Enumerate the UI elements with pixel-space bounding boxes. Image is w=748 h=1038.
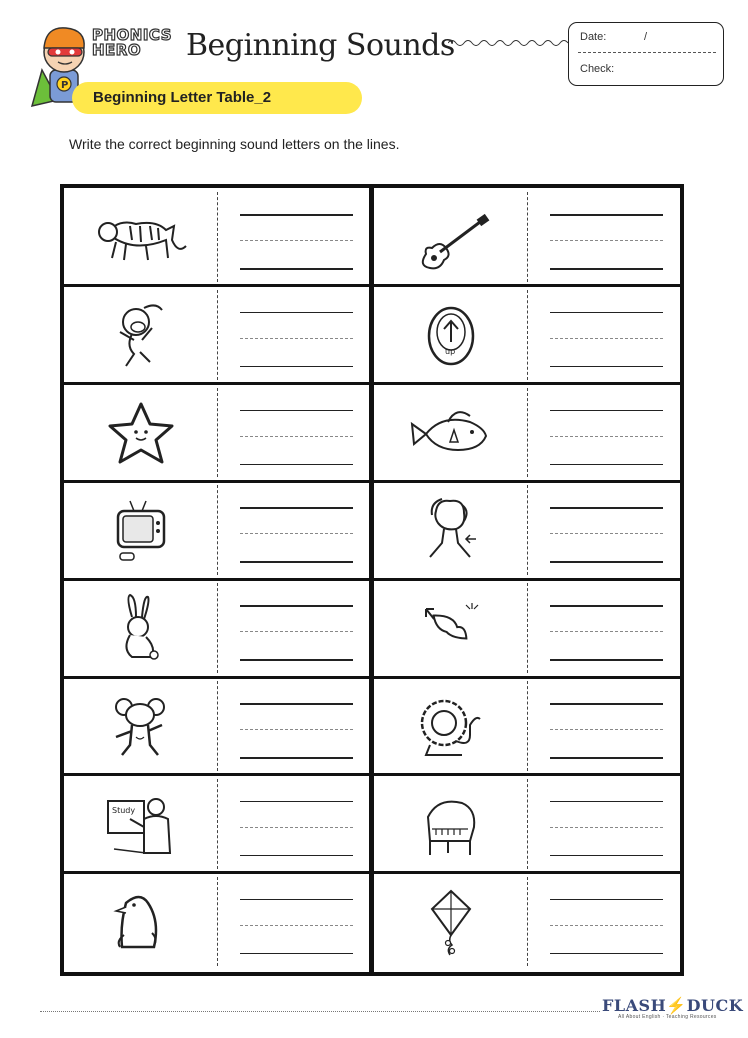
check-label: Check: bbox=[580, 63, 615, 75]
cell-separator bbox=[217, 192, 218, 282]
row-divider bbox=[64, 284, 680, 287]
cell-separator bbox=[527, 583, 528, 673]
writing-line-base[interactable] bbox=[240, 953, 353, 955]
cell-separator bbox=[527, 877, 528, 967]
writing-line-mid[interactable] bbox=[550, 533, 663, 534]
row-divider bbox=[64, 578, 680, 581]
row-divider bbox=[64, 871, 680, 874]
row-divider bbox=[64, 382, 680, 385]
up-button-picture bbox=[396, 294, 506, 376]
writing-line-base[interactable] bbox=[550, 464, 663, 466]
writing-line-top[interactable] bbox=[550, 214, 663, 216]
logo-right: DUCK bbox=[686, 996, 744, 1015]
writing-line-base[interactable] bbox=[550, 757, 663, 759]
writing-line-top[interactable] bbox=[550, 801, 663, 803]
cell-separator bbox=[217, 290, 218, 380]
writing-line-mid[interactable] bbox=[240, 338, 353, 339]
penguin-picture bbox=[86, 881, 196, 963]
title-wave-decoration bbox=[448, 36, 570, 50]
logo-left: FLASH bbox=[602, 996, 667, 1015]
writing-line-base[interactable] bbox=[550, 953, 663, 955]
instruction-text: Write the correct beginning sound letters on the lines. bbox=[69, 136, 400, 152]
row-divider bbox=[64, 773, 680, 776]
lion-picture bbox=[396, 685, 506, 767]
writing-line-mid[interactable] bbox=[240, 729, 353, 730]
writing-line-base[interactable] bbox=[240, 757, 353, 759]
svg-text:P: P bbox=[61, 80, 69, 91]
cell-separator bbox=[217, 779, 218, 869]
phonics-hero-logo bbox=[92, 28, 172, 58]
cell-separator bbox=[527, 485, 528, 575]
writing-line-base[interactable] bbox=[240, 561, 353, 563]
cell-separator bbox=[217, 388, 218, 478]
writing-line-top[interactable] bbox=[240, 605, 353, 607]
writing-line-mid[interactable] bbox=[550, 925, 663, 926]
cell-separator bbox=[217, 877, 218, 967]
writing-line-mid[interactable] bbox=[550, 338, 663, 339]
cell-separator bbox=[527, 681, 528, 771]
row-divider bbox=[64, 676, 680, 679]
date-label: Date: bbox=[580, 31, 607, 43]
cell-separator bbox=[527, 388, 528, 478]
writing-line-top[interactable] bbox=[550, 410, 663, 412]
writing-line-base[interactable] bbox=[550, 268, 663, 270]
writing-line-base[interactable] bbox=[550, 561, 663, 563]
kite-picture bbox=[396, 881, 506, 963]
writing-line-top[interactable] bbox=[550, 899, 663, 901]
page-title: Beginning Sounds bbox=[186, 28, 455, 63]
writing-line-mid[interactable] bbox=[550, 729, 663, 730]
fish-picture bbox=[396, 392, 506, 474]
writing-line-mid[interactable] bbox=[240, 533, 353, 534]
writing-line-mid[interactable] bbox=[240, 925, 353, 926]
writing-line-top[interactable] bbox=[550, 507, 663, 509]
guitar-picture bbox=[396, 196, 506, 278]
writing-line-base[interactable] bbox=[240, 366, 353, 368]
brand-line2: HERO bbox=[92, 41, 142, 59]
writing-line-mid[interactable] bbox=[550, 631, 663, 632]
writing-line-top[interactable] bbox=[240, 312, 353, 314]
cell-separator bbox=[217, 485, 218, 575]
writing-line-mid[interactable] bbox=[240, 827, 353, 828]
writing-line-base[interactable] bbox=[240, 659, 353, 661]
television-picture bbox=[86, 489, 196, 571]
writing-line-top[interactable] bbox=[550, 605, 663, 607]
writing-line-mid[interactable] bbox=[240, 240, 353, 241]
cell-separator bbox=[527, 779, 528, 869]
footer-dotted-line bbox=[40, 1011, 600, 1012]
piano-picture bbox=[396, 783, 506, 865]
writing-line-top[interactable] bbox=[240, 214, 353, 216]
writing-line-base[interactable] bbox=[240, 855, 353, 857]
writing-line-mid[interactable] bbox=[240, 436, 353, 437]
writing-line-base[interactable] bbox=[550, 659, 663, 661]
writing-line-base[interactable] bbox=[550, 855, 663, 857]
logo-tagline: All About English · Teaching Resources bbox=[618, 1014, 717, 1020]
up-button-lettering: up bbox=[445, 346, 456, 356]
teacher-picture bbox=[86, 783, 196, 865]
brand-line1: PHONICS bbox=[92, 26, 173, 44]
flashduck-logo: FLASH⚡DUCK bbox=[602, 996, 744, 1015]
writing-line-base[interactable] bbox=[240, 464, 353, 466]
writing-line-top[interactable] bbox=[240, 899, 353, 901]
writing-line-base[interactable] bbox=[240, 268, 353, 270]
writing-line-mid[interactable] bbox=[240, 631, 353, 632]
writing-line-base[interactable] bbox=[550, 366, 663, 368]
writing-line-mid[interactable] bbox=[550, 827, 663, 828]
lip-picture bbox=[396, 587, 506, 669]
cell-separator bbox=[527, 290, 528, 380]
neck-picture bbox=[396, 489, 506, 571]
subtitle-text: Beginning Letter Table_2 bbox=[93, 89, 272, 106]
date-slash: / bbox=[644, 31, 648, 43]
teacher-lettering: Study bbox=[112, 805, 136, 815]
writing-line-top[interactable] bbox=[550, 703, 663, 705]
rabbit-picture bbox=[86, 587, 196, 669]
mouse-picture bbox=[86, 685, 196, 767]
monkey-picture bbox=[86, 294, 196, 376]
cell-separator bbox=[527, 192, 528, 282]
writing-line-top[interactable] bbox=[240, 703, 353, 705]
date-divider bbox=[578, 52, 716, 53]
writing-line-top[interactable] bbox=[550, 312, 663, 314]
cell-separator bbox=[217, 583, 218, 673]
writing-line-top[interactable] bbox=[240, 507, 353, 509]
writing-line-top[interactable] bbox=[240, 410, 353, 412]
star-picture bbox=[86, 392, 196, 474]
writing-line-top[interactable] bbox=[240, 801, 353, 803]
writing-line-mid[interactable] bbox=[550, 436, 663, 437]
cell-separator bbox=[217, 681, 218, 771]
row-divider bbox=[64, 480, 680, 483]
tiger-picture bbox=[86, 196, 196, 278]
writing-line-mid[interactable] bbox=[550, 240, 663, 241]
